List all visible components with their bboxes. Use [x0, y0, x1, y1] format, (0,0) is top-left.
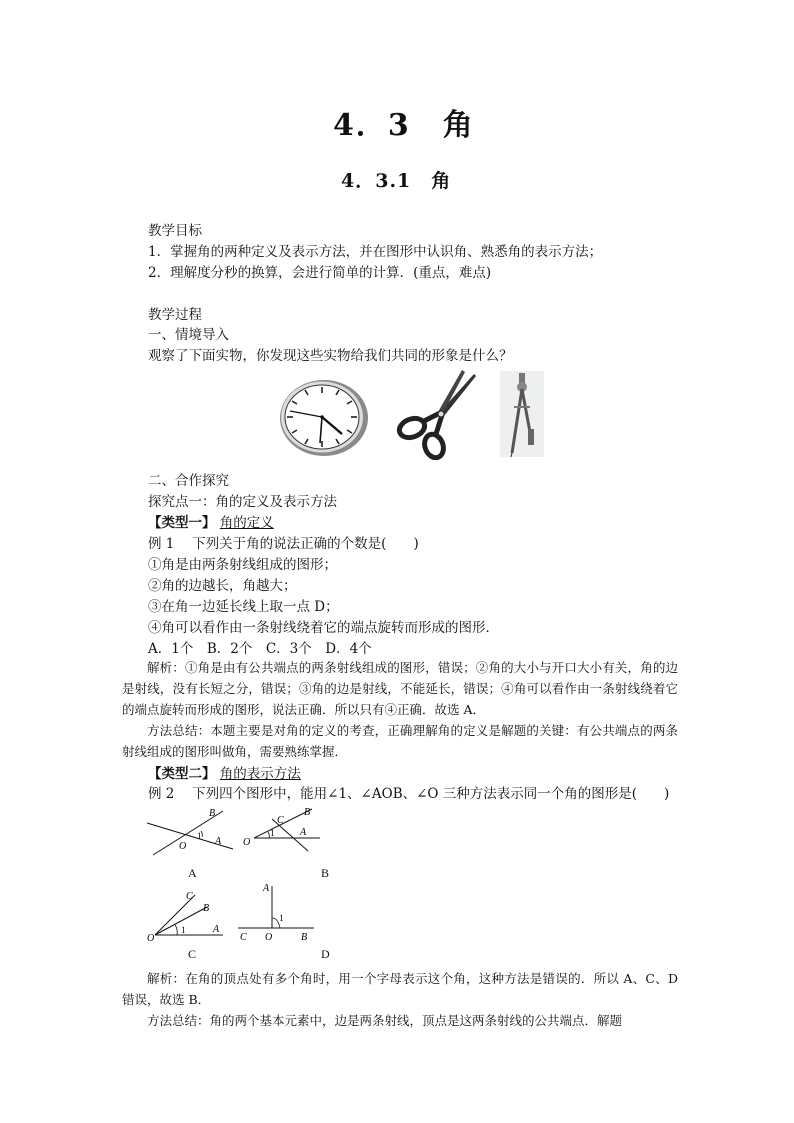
figure-b	[240, 803, 324, 853]
goal-item-2: 2．理解度分秒的换算，会进行简单的计算．(重点，难点)	[148, 265, 492, 281]
fig-d-number-1: 1	[279, 913, 284, 923]
fig-c-letter-b: B	[203, 903, 210, 914]
figure-c-label: C	[188, 947, 197, 961]
intro-question: 观察了下面实物，你发现这些实物给我们共同的形象是什么？	[148, 348, 513, 364]
example-1-option-4: ④角可以看作由一条射线绕着它的端点旋转而形成的图形．	[148, 620, 499, 636]
fig-d-letter-o: O	[265, 932, 273, 942]
fig-b-letter-c: C	[277, 815, 284, 826]
figure-a	[145, 803, 237, 859]
figure-d	[234, 880, 318, 942]
example-1-option-2: ②角的边越长，角越大；	[148, 578, 297, 594]
type1-heading	[148, 511, 274, 531]
fig-b-number-1: 1	[270, 828, 275, 838]
figure-a-label: A	[188, 866, 197, 880]
section-explore: 二、合作探究	[148, 473, 229, 489]
fig-d-letter-a: A	[263, 883, 270, 894]
fig-c-letter-o: O	[147, 933, 155, 944]
fig-a-letter-b: B	[209, 808, 216, 819]
fig-a-number-1: 1	[197, 831, 202, 841]
section-subtitle: 4．3.1 角	[341, 170, 452, 192]
type2-tag: 【类型二】	[148, 766, 216, 782]
clock-image	[278, 378, 370, 458]
fig-d-letter-c: C	[240, 932, 247, 942]
example-1-option-3: ③在角一边延长线上取一点 D；	[148, 599, 339, 615]
figure-d-label: D	[321, 947, 330, 961]
fig-b-letter-a: A	[300, 827, 307, 838]
fig-c-number-1: 1	[181, 925, 186, 935]
goals-heading: 教学目标	[148, 223, 202, 239]
fig-b-letter-b: B	[304, 807, 311, 818]
section-intro: 一、情境导入	[148, 327, 229, 343]
type2-name: 角的表示方法	[219, 766, 301, 782]
scissors-image	[396, 368, 480, 460]
goal-item-1: 1．掌握角的两种定义及表示方法，并在图形中认识角、熟悉角的表示方法；	[148, 244, 603, 260]
type1-name: 角的定义	[219, 515, 274, 531]
fig-a-letter-a: A	[215, 836, 222, 847]
example-1-summary: 方法总结：本题主要是对角的定义的考查，正确理解角的定义是解题的关键：有公共端点的两条射线组成的图形叫做角，需要熟练掌握．	[122, 723, 678, 759]
explore-point-1: 探究点一：角的定义及表示方法	[148, 494, 337, 510]
example-1: 例 1 下列关于角的说法正确的个数是( )	[148, 536, 419, 552]
fig-b-letter-o: O	[243, 837, 251, 848]
page-title: 4．3 角	[333, 108, 475, 143]
example-2-summary: 方法总结：角的两个基本元素中，边是两条射线，顶点是这两条射线的公共端点．解题	[147, 1013, 623, 1028]
example-2: 例 2 下列四个图形中，能用∠1、∠AOB、∠O 三种方法表示同一个角的图形是( )	[148, 786, 670, 802]
fig-c-letter-c: C	[186, 891, 193, 902]
example-1-analysis: 解析：①角是由有公共端点的两条射线组成的图形，错误；②角的大小与开口大小有关，角的边是射线，没有长短之分，错误；③角的边是射线，不能延长，错误；④角可以看作由一条射线绕着它的端点旋转而形成的图形，说法正确．所以只有④正确．故选 A．	[122, 660, 678, 717]
figure-c	[145, 885, 229, 945]
fig-c-letter-a: A	[213, 924, 220, 935]
example-2-analysis: 解析：在角的顶点处有多个角时，用一个字母表示这个角，这种方法是错误的．所以 A、C、D 错误，故选 B．	[122, 971, 678, 1007]
type2-heading	[148, 762, 301, 782]
type1-tag: 【类型一】	[148, 515, 216, 531]
process-heading: 教学过程	[148, 307, 202, 323]
example-1-option-1: ①角是由两条射线组成的图形；	[148, 557, 337, 573]
example-1-choices: A．1个 B．2个 C．3个 D．4个	[148, 641, 372, 657]
figure-b-label: B	[321, 866, 330, 880]
compass-image	[500, 371, 544, 457]
fig-a-letter-o: O	[179, 841, 187, 852]
fig-d-letter-b: B	[301, 932, 308, 942]
